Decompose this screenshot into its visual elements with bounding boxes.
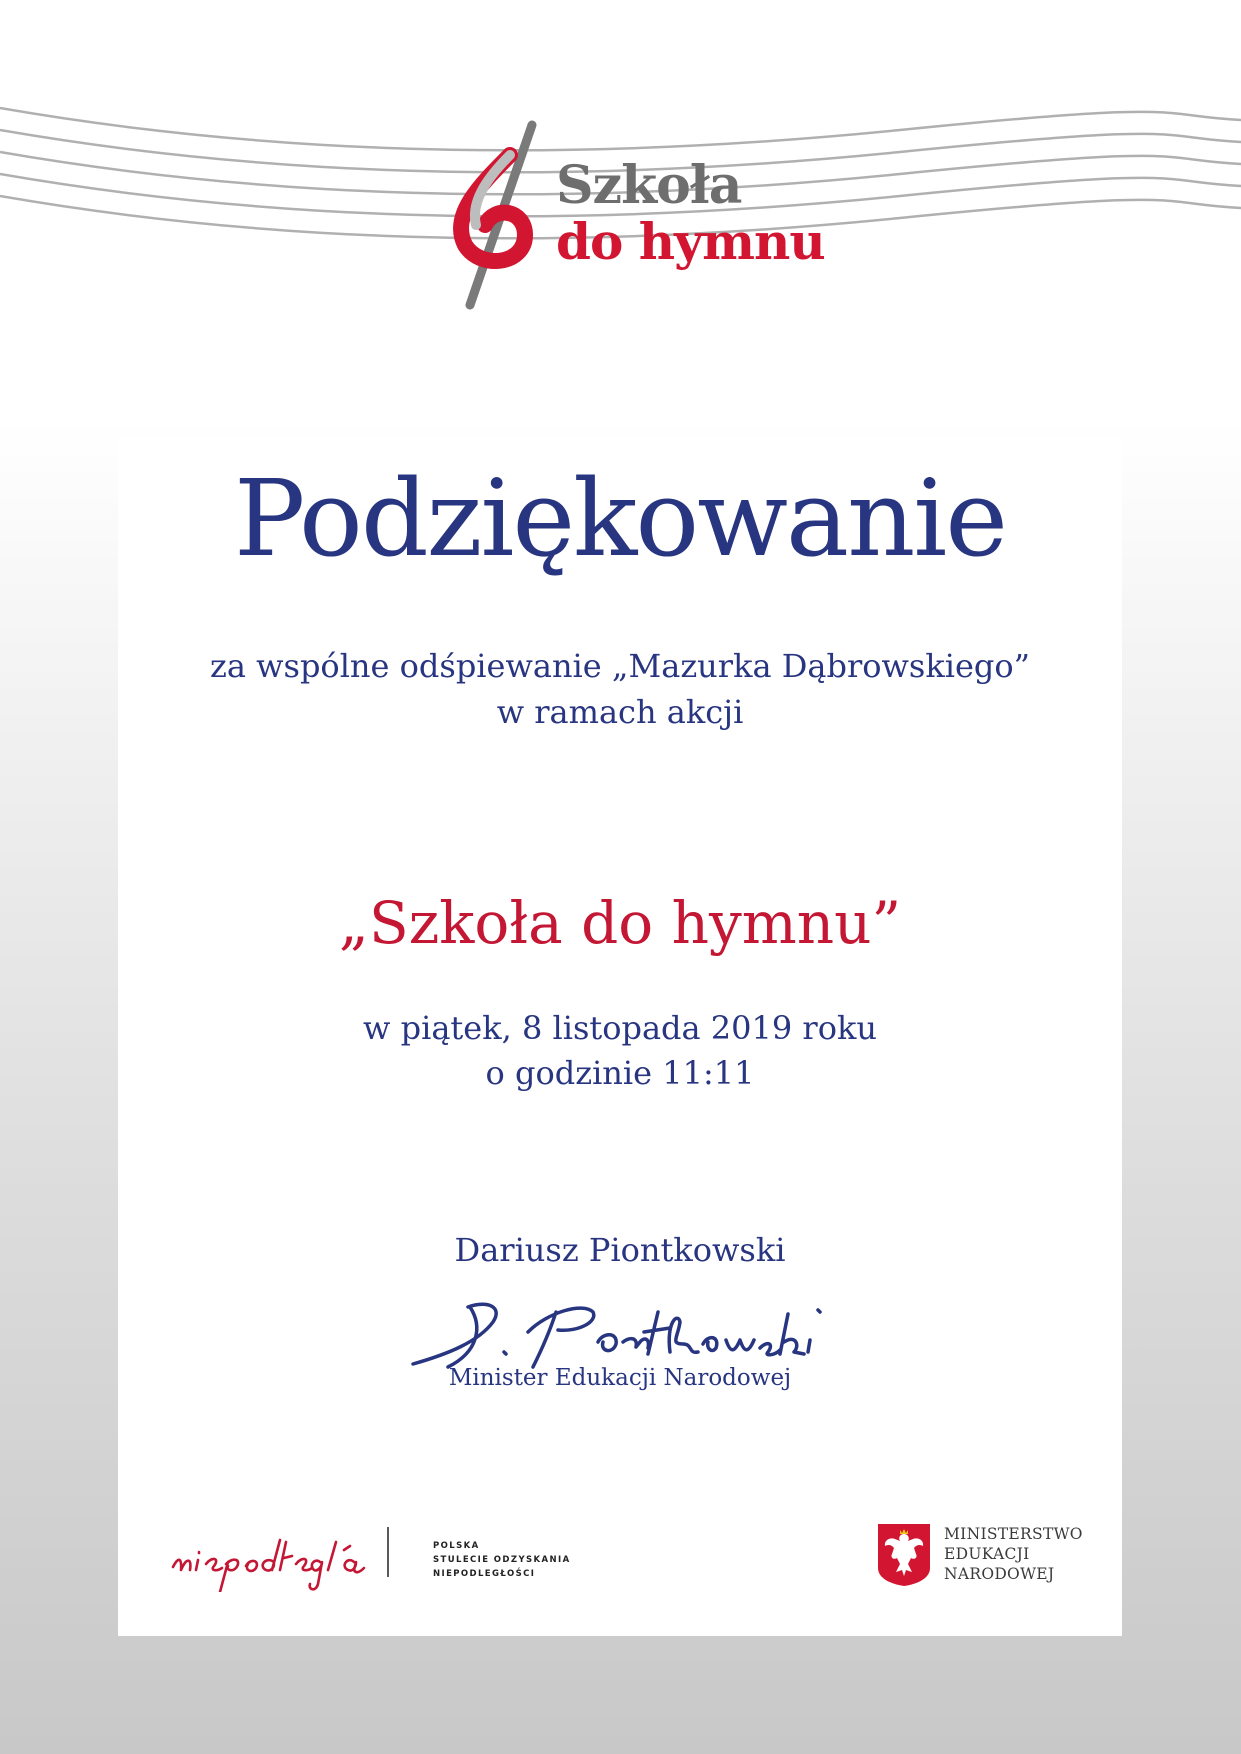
- polish-eagle-emblem-icon: [878, 1524, 930, 1586]
- signatory-name: Dariusz Piontkowski: [454, 1231, 786, 1269]
- campaign-name: „Szkoła do hymnu”: [338, 889, 902, 957]
- thanks-line-1: za wspólne odśpiewanie „Mazurka Dąbrowskiego”: [210, 647, 1030, 685]
- niepodlegla-sub-line: STULECIE ODZYSKANIA: [433, 1555, 571, 1565]
- logo-text-do-hymnu: do hymnu: [556, 212, 825, 271]
- szkola-do-hymnu-logo: [440, 115, 825, 315]
- thanks-line-2: w ramach akcji: [496, 693, 744, 731]
- niepodlegla-subtitle: [433, 1539, 571, 1581]
- certificate-title: Podziękowanie: [233, 457, 1007, 580]
- signatory-role: Minister Edukacji Narodowej: [448, 1365, 792, 1391]
- niepodlegla-sub-line: NIEPODLEGŁOŚCI: [433, 1569, 536, 1579]
- event-date: w piątek, 8 listopada 2019 roku: [363, 1009, 877, 1047]
- niepodlegla-sub-line: POLSKA: [433, 1541, 480, 1551]
- ministry-name-line: NARODOWEJ: [944, 1565, 1055, 1583]
- treble-clef-icon: [440, 115, 560, 315]
- event-time: o godzinie 11:11: [485, 1054, 755, 1092]
- logo-text-szkola: Szkoła: [556, 155, 742, 216]
- certificate-panel: [118, 437, 1122, 1636]
- ministry-name-line: EDUKACJI: [944, 1545, 1030, 1563]
- ministry-name: [944, 1524, 1083, 1584]
- ministry-name-line: MINISTERSTWO: [944, 1525, 1083, 1543]
